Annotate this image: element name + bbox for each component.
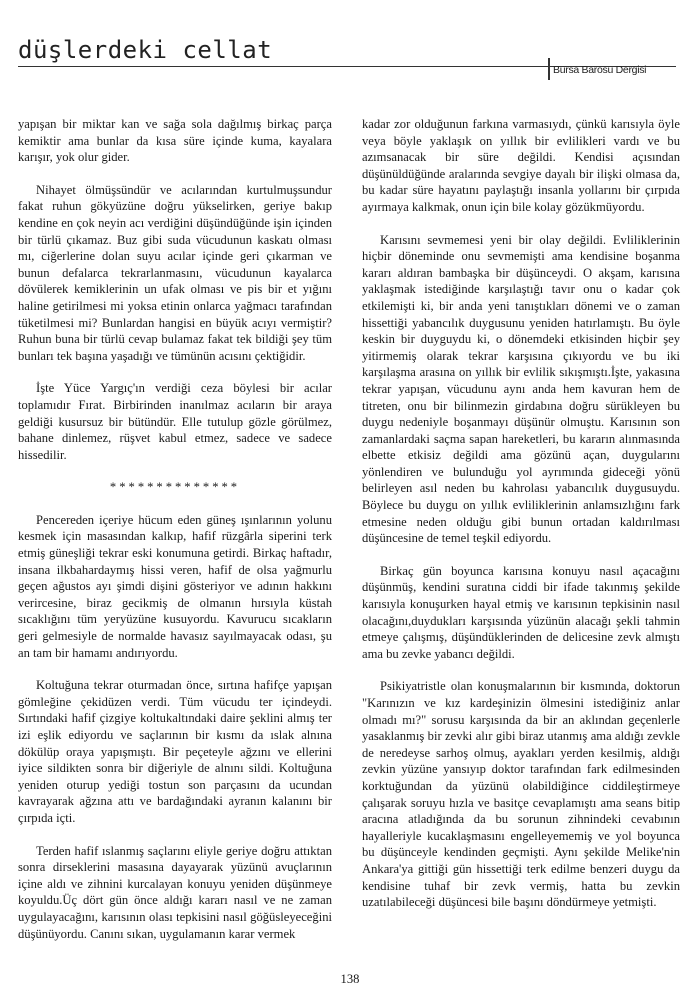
- paragraph: İşte Yüce Yargıç'ın verdiği ceza böylesi bir acılar toplamıdır Fırat. Birbirinden inanılmaz acıların bir araya geldiği kusursuz bir bütündür. Elle tutulup gözle görülmez, bahane dinlemez, rüşvet kabul etmez, sadece ve sadece hissedilir.: [18, 381, 332, 462]
- publication-name: Bursa Barosu Dergisi: [553, 64, 647, 76]
- paragraph: Koltuğuna tekrar oturmadan önce, sırtına hafifçe yapışan gömleğine çekidüzen verdi. Tüm vücudu ter içindeydi. Sırtındaki hafif çizgiye koltukaltındaki daire şeklini almış ter izi eşlik ediyordu ve saçlarının bir kısmı da ıslak alnına dökülüp oraya yapışmıştı. Bir peçeteyle ağzını ve ellerini iyice sildikten sonra bir diğeriyle de alnını sildi. Koltuğuna yeniden oturup yediği tostun son parçasını da ucundan kavrayarak ağzına attı ve bardağındaki ayranın kalanını bir çırpıda içti.: [18, 678, 332, 825]
- paragraph: kadar zor olduğunun farkına varmasıydı, çünkü karısıyla öyle veya böyle yaklaşık on yıllık bir evlilikleri vardı ve bu azımsanacak bir süre değildi. Kendisi açısından düşünüldüğünde aralarında sevgiye dayalı bir ilişki olmasa da, bu kadar süre hayatını paylaştığı insanla yollarını bir çırpıda ayırmaya kalkmak, onun için bile kolay gözükmüyordu.: [362, 117, 680, 214]
- paragraph: Karısını sevmemesi yeni bir olay değildi. Evliliklerinin hiçbir döneminde onu sevmemişti ama kendisine boşanma kararı aldıran bambaşka bir düşünceydi. O akşam, karısına yaklaşmak istediğinde karşılaştığı tavır onu o kadar çok etkilemişti ki, bir anda yeni tanıştıkları dönemi ve o zaman hissettiği yabancılık duygusunu yeniden hatırlamıştı. Bu öyle keskin bir duyguydu ki, o dönemdeki etkisinden hiçbir şey yitirmemiş olarak tekrar karşısına çıkıyordu ve bu iki karşılaşma arasına on yıllık bir evlilik sıkışmıştı.İşte, yakasına tekrar yapışan, vücudunu aynı anda hem kavuran hem de titreten, onu bir bilinmezin girdabına doğru sürükleyen bu duygu nedeniyle boşanmayı düşünür olmuştu. Karısının son zamanlardaki saçma sapan hareketleri, bu kararın alınmasında elbette etkisiz değildi ama gözünü açan, duygularını yönlendiren ve bulunduğu yol ayrımında gideceği yönü belirleyen asıl neden bu kahrolası yabancılık duygusuydu. Böylece bu duygu on yıllık evliliklerinin anlamsızlığını fark etmesine neden olduğu gibi bunun ortadan kaldırılması düşüncesine de temel teşkil ediyordu.: [362, 232, 680, 546]
- section-separator: **************: [109, 480, 241, 495]
- paragraph: Psikiyatristle olan konuşmalarının bir kısmında, doktorun "Karınızın ve kız kardeşinizin ölmesini istediğiniz anlar olmadı mı?" sorusu karşısında da bir an aklından geçenlerle yasaklanmış bir zevki alır gibi biraz utanmış ama aldığı zevkle de neredeyse sarhoş olmuş, ayakları yerden kesilmiş, aldığı zevkin yüzüne yansıyıp doktor tarafından fark edilmesinden korktuğundan da yüzünü olabildiğince ciddileştirmeye çalışarak soruyu hızla ve basitçe cevaplamıştı ama seans bitip aracına atladığında da bu sorunun zihnindeki cevabının hayalleriyle kucaklaşmasını engelleyememiş ve yol boyunca bu düşünceyle kendinden geçmişti. Aynı şekilde Melike'nin Ankara'ya gittiği gün hissettiği terk edilme benzeri duygu da kendisine tuhaf bir zevk vermiş, hatta bu zevkin uzatılabileceği düşüncesi bile başını döndürmeye yetmişti.: [362, 679, 680, 910]
- paragraph: Pencereden içeriye hücum eden güneş ışınlarının yolunu kesmek için masasından kalkıp, hafif rüzgârla siperini terk etmiş güneşliği tekrar eski konumuna getirdi. Birkaç haftadır, insana ilkbahardaymış hissi veren, hafif de olsa yağmurlu geçen ağustos ayı şimdi dişini gösteriyor ve adının hakkını verircesine, biraz gecikmiş de olmanın hırsıyla küstah sıcaklığını tüm yeryüzüne kusuyordu. Kavurucu sıcakların geri gelmesiyle de normalde havasız sayılmayacak odası, şu an tam bir hamamı andırıyordu.: [18, 512, 332, 660]
- paragraph: Birkaç gün boyunca karısına konuyu nasıl açacağını düşünmüş, kendini suratına ciddi bir ifade takınmış şekilde karısıyla konuşurken hayal etmiş ve karısının tepkisinin nasıl olacağını,duydukları karşısında yüzünün alacağı şekli tahmin etmeye çalışmış, düşündüklerinden de delicesine zevk almıştı ama bu zevke yabancı değildi.: [362, 563, 680, 661]
- left-column: [18, 116, 332, 958]
- running-title: düşlerdeki cellat: [18, 36, 273, 64]
- paragraph: Terden hafif ıslanmış saçlarını eliyle geriye doğru attıktan sonra dirseklerini masasına dayayarak yüzünü avuçlarının içine aldı ve zihnini kurcalayan konuyu yeniden düşünmeye koyuldu.Üç dört gün önce aldığı kararı nasıl ve ne zaman uygulayacağını, karısının olası tepkisini nasıl göğüsleyeceğini düşünüyordu. Canını sıkan, uygulamanın karar vermek: [18, 843, 332, 941]
- right-column: [362, 116, 680, 927]
- paragraph: yapışan bir miktar kan ve sağa sola dağılmış birkaç parça kemiktir ama bunlar da kısa süre içinde kuma, kayalara karışır, yok olur gider.: [18, 117, 332, 165]
- paragraph: Nihayet ölmüşsündür ve acılarından kurtulmuşsundur fakat ruhun gökyüzüne doğru yükselirken, geriye bakıp kendine en çok neyin acı verdiğini düşündüğünde işin içinden bir türlü çıkamaz. Buz gibi suda vücudunun kaskatı olması mı, ciğerlerine dolan suyu acılar içinde geri çıkarman ve bunun defalarca tekrarlanmasını, vücudunun kayalarca dövülerek kemiklerinin un ufak olması ve pis bir et yığını haline getirilmesi mi yoksa etinin onlarca yağmacı tarafından tüketilmesi mi? Bunlardan hangisi en büyük acıyı vermiştir? Ruhun buna bir türlü cevap bulamaz fakat tek bildiği şey tüm bunları tek başına yaşadığı ve tümünün acısını çektiğidir.: [18, 182, 332, 363]
- header-divider: [548, 58, 550, 80]
- page-number: 138: [340, 972, 360, 986]
